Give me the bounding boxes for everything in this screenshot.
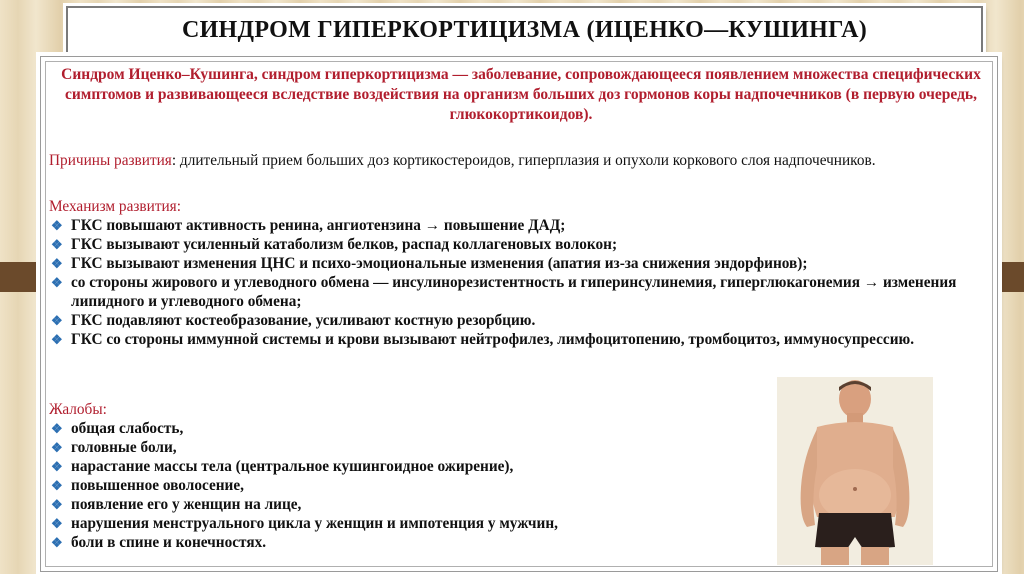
- causes-text: : длительный прием больших доз кортикостероидов, гиперплазия и опухоли коркового слоя надпочечников.: [171, 152, 876, 169]
- list-item: ❖ ГКС повышают активность ренина, ангиотензина → повышение ДАД;: [51, 217, 566, 234]
- diamond-bullet-icon: ❖: [51, 275, 63, 290]
- complaints-label: Жалобы:: [49, 401, 107, 418]
- diamond-bullet-icon: ❖: [51, 535, 63, 550]
- list-item: ❖ ГКС вызывают изменения ЦНС и психо-эмоциональные изменения (апатия из-за снижения эндорфинов);: [51, 255, 808, 272]
- list-item: ❖ общая слабость,: [51, 420, 184, 437]
- causes-label: Причины развития: [49, 152, 172, 169]
- diamond-bullet-icon: ❖: [51, 478, 63, 493]
- list-item: ❖ ГКС подавляют костеобразование, усиливают костную резорбцию.: [51, 312, 536, 329]
- list-item: ❖ со стороны жирового и углеводного обмена — инсулинорезистентность и гиперинсулинемия, гиперглюкагонемия → изменения липидного и углеводного обмена;: [51, 274, 957, 310]
- content-panel: [40, 56, 998, 572]
- list-item: ❖ повышенное оволосение,: [51, 477, 244, 494]
- diamond-bullet-icon: ❖: [51, 218, 63, 233]
- mechanism-section: [49, 197, 969, 349]
- list-item: ❖ ГКС вызывают усиленный катаболизм белков, распад коллагеновых волокон;: [51, 236, 618, 253]
- list-item: ❖ головные боли,: [51, 439, 177, 456]
- list-item: ❖ нарушения менструального цикла у женщин и импотенция у мужчин,: [51, 515, 558, 532]
- slide-title: СИНДРОМ ГИПЕРКОРТИЦИЗМА (ИЦЕНКО—КУШИНГА): [181, 16, 868, 43]
- diamond-bullet-icon: ❖: [51, 459, 63, 474]
- mechanism-list: [49, 216, 969, 349]
- diamond-bullet-icon: ❖: [51, 516, 63, 531]
- diamond-bullet-icon: ❖: [51, 440, 63, 455]
- list-item: ❖ появление его у женщин на лице,: [51, 496, 302, 513]
- patient-photo: [777, 377, 933, 565]
- complaints-section: [49, 400, 749, 552]
- list-item: ❖ нарастание массы тела (центральное кушингоидное ожирение),: [51, 458, 514, 475]
- causes-paragraph: [49, 151, 969, 170]
- list-item: ❖ боли в спине и конечностях.: [51, 534, 267, 551]
- list-item: ❖ ГКС со стороны иммунной системы и крови вызывают нейтрофилез, лимфоцитопению, тромбоцитоз, иммуносупрессию.: [51, 331, 915, 348]
- title-box: [66, 6, 983, 54]
- diamond-bullet-icon: ❖: [51, 313, 63, 328]
- complaints-list: [49, 419, 749, 552]
- diamond-bullet-icon: ❖: [51, 332, 63, 347]
- diamond-bullet-icon: ❖: [51, 237, 63, 252]
- diamond-bullet-icon: ❖: [51, 256, 63, 271]
- diamond-bullet-icon: ❖: [51, 497, 63, 512]
- mechanism-label: Механизм развития:: [49, 198, 181, 215]
- diamond-bullet-icon: ❖: [51, 421, 63, 436]
- intro-text: Синдром Иценко–Кушинга, синдром гиперкортицизма — заболевание, сопровождающееся появлением множества специфических симптомов и развивающееся вследствие воздействия на организм больших доз гормонов коры надпочечников (в первую очередь, глюкокортикоидов).: [61, 66, 981, 123]
